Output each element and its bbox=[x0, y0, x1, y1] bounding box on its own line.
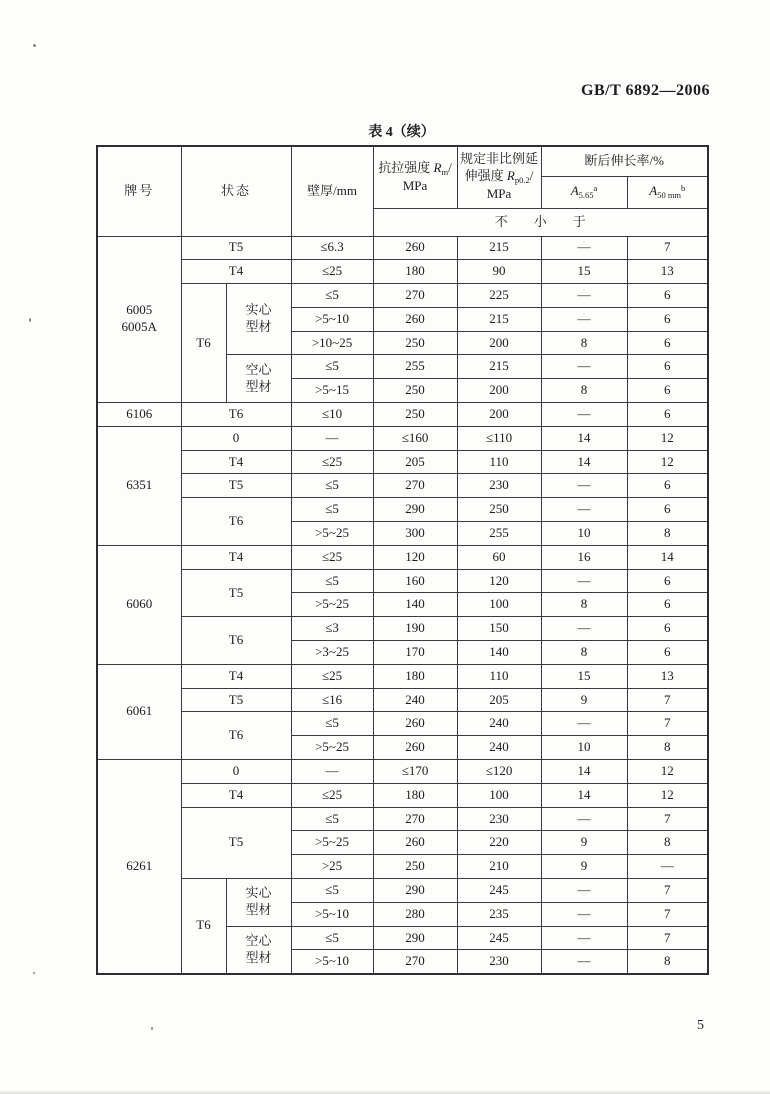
table-cell: 8 bbox=[541, 593, 627, 617]
table-cell: 205 bbox=[373, 450, 457, 474]
table-cell: 8 bbox=[541, 379, 627, 403]
table-cell: 6 bbox=[627, 331, 708, 355]
table-cell: 240 bbox=[457, 736, 541, 760]
table-cell: 180 bbox=[373, 664, 457, 688]
tensile-unit: MPa bbox=[402, 177, 428, 193]
table-cell: 6 bbox=[627, 284, 708, 308]
table-cell: 260 bbox=[373, 736, 457, 760]
table-cell: 150 bbox=[457, 617, 541, 641]
table-row bbox=[97, 450, 708, 474]
table-body bbox=[97, 236, 708, 974]
table-cell: 16 bbox=[541, 545, 627, 569]
table-cell: — bbox=[541, 807, 627, 831]
table-cell: — bbox=[541, 569, 627, 593]
table-cell: 7 bbox=[627, 902, 708, 926]
scan-speck bbox=[29, 318, 31, 322]
table-cell: 6 bbox=[627, 403, 708, 427]
table-cell: 12 bbox=[627, 450, 708, 474]
table-cell: ≤10 bbox=[291, 403, 373, 427]
proof-label-line1: 规定非比例延 bbox=[460, 151, 539, 167]
table-cell: — bbox=[541, 950, 627, 974]
table-cell: — bbox=[541, 355, 627, 379]
table-cell: T6 bbox=[181, 498, 291, 546]
table-cell: 空心 型材 bbox=[226, 355, 291, 403]
tensile-slash: / bbox=[448, 159, 452, 175]
table-cell: 7 bbox=[627, 926, 708, 950]
a565-footnote-mark: a bbox=[593, 182, 598, 193]
table-cell: — bbox=[627, 855, 708, 879]
table-caption: 表 4（续） bbox=[368, 125, 435, 140]
table-cell: 14 bbox=[627, 545, 708, 569]
standard-number: GB/T 6892—2006 bbox=[581, 82, 710, 99]
grade-cell: 6005 6005A bbox=[97, 236, 181, 403]
table-cell: — bbox=[291, 426, 373, 450]
table-cell: — bbox=[541, 498, 627, 522]
table-row bbox=[97, 879, 708, 903]
table-cell: >3~25 bbox=[291, 641, 373, 665]
table-cell: 空心 型材 bbox=[226, 926, 291, 974]
table-cell: 14 bbox=[541, 426, 627, 450]
table-cell: 14 bbox=[541, 450, 627, 474]
grade-cell: 6061 bbox=[97, 664, 181, 759]
table-row bbox=[97, 260, 708, 284]
table-cell: 6 bbox=[627, 307, 708, 331]
scan-speck bbox=[33, 44, 36, 47]
table-cell: ≤170 bbox=[373, 760, 457, 784]
table-cell: 260 bbox=[373, 712, 457, 736]
table-cell: T6 bbox=[181, 879, 226, 974]
table-cell: 7 bbox=[627, 688, 708, 712]
proof-label-line2: 伸强度 bbox=[464, 168, 507, 184]
table-row bbox=[97, 712, 708, 736]
table-cell: T4 bbox=[181, 450, 291, 474]
scan-edge-shadow bbox=[0, 1090, 770, 1094]
table-row bbox=[97, 545, 708, 569]
table-cell: 实心 型材 bbox=[226, 879, 291, 927]
table-cell: 10 bbox=[541, 522, 627, 546]
table-cell: T5 bbox=[181, 807, 291, 878]
table-cell: ≤25 bbox=[291, 664, 373, 688]
table-cell: — bbox=[541, 926, 627, 950]
table-row bbox=[97, 498, 708, 522]
table-cell: 9 bbox=[541, 831, 627, 855]
table-cell: 12 bbox=[627, 760, 708, 784]
table-cell: T4 bbox=[181, 260, 291, 284]
table-row bbox=[97, 403, 708, 427]
proof-unit: MPa bbox=[486, 186, 512, 202]
table-cell: 200 bbox=[457, 403, 541, 427]
table-cell: 实心 型材 bbox=[226, 284, 291, 355]
table-cell: >5~25 bbox=[291, 593, 373, 617]
table-cell: T5 bbox=[181, 569, 291, 617]
table-cell: 15 bbox=[541, 260, 627, 284]
table-cell: 110 bbox=[457, 664, 541, 688]
grade-cell: 6351 bbox=[97, 426, 181, 545]
table-cell: 290 bbox=[373, 926, 457, 950]
table-cell: ≤5 bbox=[291, 498, 373, 522]
table-cell: T4 bbox=[181, 545, 291, 569]
table-cell: 100 bbox=[457, 783, 541, 807]
table-cell: 230 bbox=[457, 807, 541, 831]
table-cell: >5~10 bbox=[291, 950, 373, 974]
table-cell: — bbox=[541, 284, 627, 308]
table-cell: ≤5 bbox=[291, 879, 373, 903]
table-cell: 270 bbox=[373, 284, 457, 308]
table-cell: T6 bbox=[181, 617, 291, 665]
tensile-subscript: m bbox=[441, 166, 449, 177]
grade-cell: 6060 bbox=[97, 545, 181, 664]
table-cell: 250 bbox=[373, 855, 457, 879]
table-cell: 8 bbox=[627, 522, 708, 546]
table-cell: ≤25 bbox=[291, 260, 373, 284]
table-cell: 215 bbox=[457, 355, 541, 379]
table-cell: >5~10 bbox=[291, 902, 373, 926]
table-cell: ≤3 bbox=[291, 617, 373, 641]
table-cell: T5 bbox=[181, 688, 291, 712]
table-cell: 110 bbox=[457, 450, 541, 474]
table-cell: >5~15 bbox=[291, 379, 373, 403]
table-cell: >5~25 bbox=[291, 522, 373, 546]
table-cell: 160 bbox=[373, 569, 457, 593]
table-cell: 245 bbox=[457, 879, 541, 903]
table-cell: 170 bbox=[373, 641, 457, 665]
a50-subscript: 50 mm bbox=[657, 189, 682, 200]
table-cell: — bbox=[541, 403, 627, 427]
table-row bbox=[97, 569, 708, 593]
table-cell: 6 bbox=[627, 617, 708, 641]
table-cell: T4 bbox=[181, 783, 291, 807]
table-cell: — bbox=[541, 236, 627, 260]
table-cell: 140 bbox=[373, 593, 457, 617]
table-cell: 190 bbox=[373, 617, 457, 641]
table-cell: 245 bbox=[457, 926, 541, 950]
table-cell: 6 bbox=[627, 498, 708, 522]
table-cell: 0 bbox=[181, 760, 291, 784]
table-cell: 240 bbox=[457, 712, 541, 736]
table-cell: ≤5 bbox=[291, 474, 373, 498]
table-cell: 230 bbox=[457, 474, 541, 498]
table-cell: 250 bbox=[373, 403, 457, 427]
table-row bbox=[97, 688, 708, 712]
table-cell: 6 bbox=[627, 355, 708, 379]
table-cell: 180 bbox=[373, 260, 457, 284]
table-cell: — bbox=[541, 617, 627, 641]
table-row bbox=[97, 426, 708, 450]
table-cell: 270 bbox=[373, 474, 457, 498]
table-cell: — bbox=[541, 307, 627, 331]
table-cell: 140 bbox=[457, 641, 541, 665]
table-cell: 225 bbox=[457, 284, 541, 308]
table-cell: 6 bbox=[627, 569, 708, 593]
table-row bbox=[97, 474, 708, 498]
table-cell: 13 bbox=[627, 664, 708, 688]
table-cell: 300 bbox=[373, 522, 457, 546]
table-cell: >5~10 bbox=[291, 307, 373, 331]
table-cell: 255 bbox=[457, 522, 541, 546]
table-cell: 270 bbox=[373, 807, 457, 831]
table-cell: 8 bbox=[541, 331, 627, 355]
table-row bbox=[97, 807, 708, 831]
table-cell: — bbox=[541, 474, 627, 498]
table-cell: 7 bbox=[627, 879, 708, 903]
table-cell: ≤5 bbox=[291, 284, 373, 308]
table-cell: 120 bbox=[457, 569, 541, 593]
table-cell: 12 bbox=[627, 783, 708, 807]
table-cell: ≤120 bbox=[457, 760, 541, 784]
grade-cell: 6106 bbox=[97, 403, 181, 427]
table-cell: 12 bbox=[627, 426, 708, 450]
table-cell: T5 bbox=[181, 474, 291, 498]
col-header-a565 bbox=[541, 176, 627, 208]
table-cell: 15 bbox=[541, 664, 627, 688]
table-cell: 180 bbox=[373, 783, 457, 807]
table-cell: 220 bbox=[457, 831, 541, 855]
table-cell: 270 bbox=[373, 950, 457, 974]
table-cell: ≤25 bbox=[291, 450, 373, 474]
table-cell: 8 bbox=[627, 831, 708, 855]
table-cell: 7 bbox=[627, 807, 708, 831]
table-cell: 255 bbox=[373, 355, 457, 379]
table-row bbox=[97, 783, 708, 807]
table-cell: ≤5 bbox=[291, 569, 373, 593]
table-cell: 60 bbox=[457, 545, 541, 569]
table-cell: 210 bbox=[457, 855, 541, 879]
table-row bbox=[97, 617, 708, 641]
table-cell: ≤16 bbox=[291, 688, 373, 712]
table-cell: ≤5 bbox=[291, 926, 373, 950]
table-cell: 215 bbox=[457, 236, 541, 260]
table-cell: ≤25 bbox=[291, 783, 373, 807]
table-row bbox=[97, 236, 708, 260]
table-cell: T5 bbox=[181, 236, 291, 260]
table-cell: T6 bbox=[181, 712, 291, 760]
table-cell: ≤110 bbox=[457, 426, 541, 450]
spec-table bbox=[96, 145, 709, 975]
col-header-proof-strength bbox=[457, 146, 541, 208]
table-cell: 260 bbox=[373, 831, 457, 855]
table-cell: 8 bbox=[627, 736, 708, 760]
tensile-label: 抗拉强度 bbox=[378, 159, 434, 175]
table-cell: ≤160 bbox=[373, 426, 457, 450]
a50-footnote-mark: b bbox=[681, 182, 686, 193]
table-cell: ≤5 bbox=[291, 355, 373, 379]
table-cell: 240 bbox=[373, 688, 457, 712]
table-cell: 10 bbox=[541, 736, 627, 760]
proof-symbol: R bbox=[506, 168, 515, 184]
tensile-symbol: R bbox=[433, 159, 442, 175]
table-row bbox=[97, 760, 708, 784]
table-cell: — bbox=[291, 760, 373, 784]
table-cell: 200 bbox=[457, 331, 541, 355]
table-cell: 8 bbox=[627, 950, 708, 974]
table-cell: 250 bbox=[373, 331, 457, 355]
table-cell: >5~25 bbox=[291, 831, 373, 855]
table-cell: 9 bbox=[541, 855, 627, 879]
col-header-temper: 状态 bbox=[181, 146, 291, 236]
table-cell: ≤5 bbox=[291, 807, 373, 831]
table-cell: 290 bbox=[373, 498, 457, 522]
table-cell: 6 bbox=[627, 474, 708, 498]
a565-symbol: A bbox=[570, 182, 579, 198]
table-cell: 13 bbox=[627, 260, 708, 284]
table-cell: 280 bbox=[373, 902, 457, 926]
table-cell: T4 bbox=[181, 664, 291, 688]
table-cell: 8 bbox=[541, 641, 627, 665]
a50-symbol: A bbox=[649, 182, 658, 198]
table-cell: 120 bbox=[373, 545, 457, 569]
table-cell: 215 bbox=[457, 307, 541, 331]
table-cell: 235 bbox=[457, 902, 541, 926]
proof-slash: / bbox=[529, 168, 534, 184]
col-header-thickness: 壁厚/mm bbox=[291, 146, 373, 236]
col-header-tensile-strength bbox=[373, 146, 457, 208]
table-cell: — bbox=[541, 902, 627, 926]
table-cell: ≤5 bbox=[291, 712, 373, 736]
table-cell: 260 bbox=[373, 236, 457, 260]
table-cell: 90 bbox=[457, 260, 541, 284]
col-header-elongation: 断后伸长率/% bbox=[541, 146, 708, 176]
table-cell: 200 bbox=[457, 379, 541, 403]
table-cell: 205 bbox=[457, 688, 541, 712]
header-not-less-than: 不 小 于 bbox=[373, 208, 708, 236]
table-cell: — bbox=[541, 712, 627, 736]
table-cell: ≤25 bbox=[291, 545, 373, 569]
table-cell: >5~25 bbox=[291, 736, 373, 760]
col-header-a50mm bbox=[627, 176, 708, 208]
table-cell: 14 bbox=[541, 760, 627, 784]
table-cell: 250 bbox=[373, 379, 457, 403]
table-cell: 6 bbox=[627, 379, 708, 403]
table-cell: 290 bbox=[373, 879, 457, 903]
table-cell: 6 bbox=[627, 593, 708, 617]
table-cell: ≤6.3 bbox=[291, 236, 373, 260]
table-cell: T6 bbox=[181, 403, 291, 427]
table-cell: 9 bbox=[541, 688, 627, 712]
scan-speck bbox=[33, 972, 35, 974]
table-cell: 0 bbox=[181, 426, 291, 450]
table-cell: 250 bbox=[457, 498, 541, 522]
col-header-grade: 牌号 bbox=[97, 146, 181, 236]
proof-subscript: p0.2 bbox=[514, 175, 530, 186]
page-number: 5 bbox=[697, 1018, 704, 1033]
table-cell: >25 bbox=[291, 855, 373, 879]
table-cell: 14 bbox=[541, 783, 627, 807]
table-cell: >10~25 bbox=[291, 331, 373, 355]
table-cell: T6 bbox=[181, 284, 226, 403]
scan-speck bbox=[151, 1027, 153, 1030]
table-cell: — bbox=[541, 879, 627, 903]
table-cell: 6 bbox=[627, 641, 708, 665]
table-cell: 260 bbox=[373, 307, 457, 331]
table-cell: 230 bbox=[457, 950, 541, 974]
table-cell: 7 bbox=[627, 712, 708, 736]
a565-subscript: 5.65 bbox=[578, 189, 594, 200]
table-cell: 7 bbox=[627, 236, 708, 260]
table-row bbox=[97, 664, 708, 688]
grade-cell: 6261 bbox=[97, 760, 181, 974]
table-cell: 100 bbox=[457, 593, 541, 617]
table-row bbox=[97, 284, 708, 308]
